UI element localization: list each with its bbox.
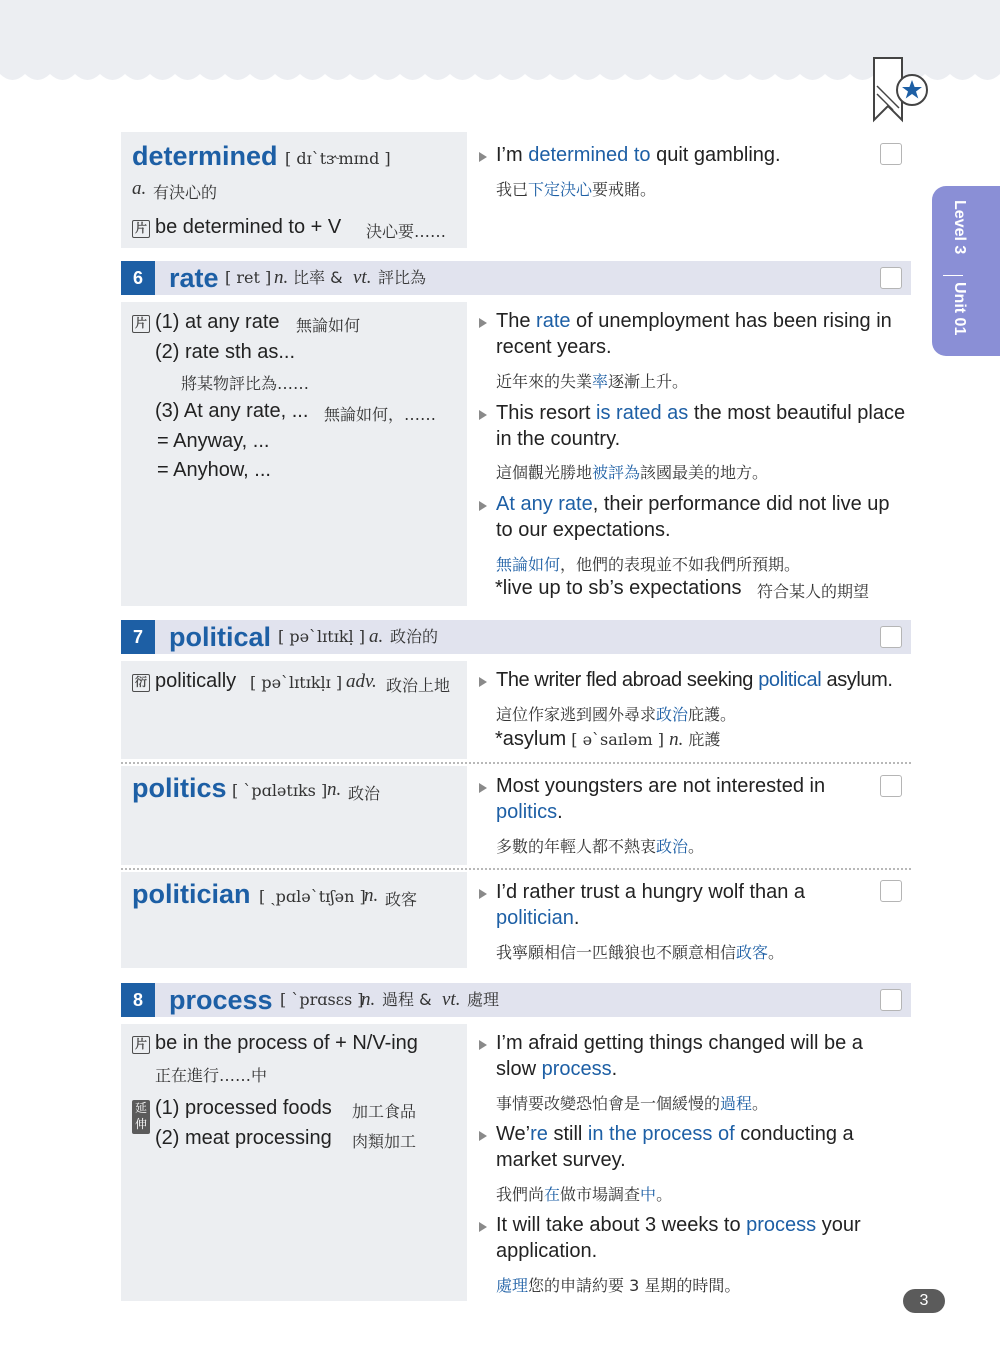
process-ex2-line1: We’re still in the process of conducting a [496,1123,854,1145]
entry-bar-political [121,620,911,654]
bullet-triangle-icon [479,783,487,793]
phrase-determined: be determined to + V [155,216,342,238]
politician-ex-zh: 我寧願相信一匹餓狼也不願意相信政客。 [496,943,785,962]
deriv-politically: politically [155,670,237,692]
bullet-triangle-icon [479,677,487,687]
politics-ex-line2: politics. [496,801,563,823]
entry-number: 6 [121,261,155,295]
politician-ex-line1: I’d rather trust a hungry wolf than a [496,881,806,903]
rate-phrase-2: (2) rate sth as... [155,341,296,363]
political-ex-en: The writer fled abroad seeking political asylum. [496,669,893,691]
pos-determined: a. [132,178,147,199]
pos-process: n. [361,989,376,1010]
headword-politician: politician [132,879,251,909]
page-number: 3 [903,1289,945,1313]
checkbox-politics[interactable] [880,775,902,797]
pron-politics: [ ˋpɑlətɪks ] [232,781,328,800]
checkbox-political[interactable] [880,626,902,648]
rate-phrase-1: (1) at any rate [155,311,280,333]
meaning-rate-1: 比率 & [293,268,343,287]
pos-politician: n. [364,885,379,906]
rate-ex2-line2: in the country. [496,428,621,450]
bookmark-star-icon [866,56,932,124]
bullet-triangle-icon [479,152,487,162]
rate-ex3-note-meaning: 符合某人的期望 [757,582,870,601]
dotted-divider [121,868,911,870]
meaning-process-1: 過程 & [382,990,432,1009]
pron-politician: [ ˏpɑləˋtɪʃən ] [259,887,366,906]
process-ex3-zh: 處理您的申請約要 3 星期的時間。 [496,1276,741,1295]
checkbox-process[interactable] [880,989,902,1011]
rate-ex3-line1: At any rate, their performance did not live up [496,493,890,515]
pos2-rate: vt. [353,267,372,288]
checkbox-determined[interactable] [880,143,902,165]
process-ext-2-meaning: 肉類加工 [352,1132,417,1151]
phrase-tag: 片 [132,1036,150,1054]
bullet-triangle-icon [479,1222,487,1232]
rate-phrase-1-meaning: 無論如何 [296,316,361,335]
rate-ex1-line2: recent years. [496,336,612,358]
rate-phrase-3-alt1: = Anyway, ... [157,430,270,452]
political-ex-zh: 這位作家逃到國外尋求政治庇護。 [496,705,737,724]
meaning-rate-2: 評比為 [378,268,427,287]
politics-ex-line1: Most youngsters are not interested in [496,775,826,797]
bullet-triangle-icon [479,318,487,328]
rate-phrase-3-meaning: 無論如何，…… [324,405,437,424]
scallop-edge [0,62,1000,82]
headword-determined: determined [132,141,278,171]
unit-side-tab [932,186,1000,356]
political-ex-note: *asylum [ əˋsaɪləm ] n. 庇護 [495,728,721,750]
pos-politically: adv. [346,671,377,692]
process-ex3-line2: application. [496,1240,598,1262]
meaning-politically: 政治上地 [386,676,451,695]
dotted-divider [121,762,911,764]
pron-determined: [ dɪˋtɝmɪnd ] [285,149,391,168]
bullet-triangle-icon [479,889,487,899]
checkbox-rate[interactable] [880,267,902,289]
process-ext-2: (2) meat processing [155,1127,332,1149]
headword-process: process [169,985,273,1015]
rate-ex1-zh: 近年來的失業率逐漸上升。 [496,372,689,391]
process-phrase-meaning: 正在進行……中 [155,1066,268,1085]
process-ex1-line2: slow process. [496,1058,618,1080]
pron-political: [ pəˋlɪtɪkḷ ] [278,627,365,646]
entry-number: 7 [121,620,155,654]
example-determined-zh: 我已下定決心要戒賭。 [496,180,657,199]
bullet-triangle-icon [479,410,487,420]
rate-ex3-note: *live up to sb’s expectations [495,577,742,599]
entry-bar-rate [121,261,911,295]
top-decorative-band [0,0,1000,82]
pron-politically: [ pəˋlɪtɪkḷɪ ] [250,673,343,692]
headword-political: political [169,622,272,652]
politician-ex-line2: politician. [496,907,580,929]
pos2-process: vt. [442,989,461,1010]
rate-phrase-3-alt2: = Anyhow, ... [157,459,271,481]
bullet-triangle-icon [479,1040,487,1050]
process-ex1-zh: 事情要改變恐怕會是一個緩慢的過程。 [496,1094,769,1113]
checkbox-politician[interactable] [880,880,902,902]
level-label: Level 3 [951,200,968,255]
pron-process: [ ˋprɑsɛs ] [280,990,364,1009]
process-ex2-zh: 我們尚在做市場調查中。 [496,1185,673,1204]
rate-phrase-3: (3) At any rate, ... [155,400,309,422]
extension-tag: 延伸 [132,1100,150,1134]
phrase-tag: 片 [132,315,150,333]
process-ex2-line2: market survey. [496,1149,626,1171]
derivative-tag: 衍 [132,674,150,692]
process-ext-1: (1) processed foods [155,1097,332,1119]
meaning-determined: 有決心的 [153,183,218,202]
rate-ex3-line2: to our expectations. [496,519,671,541]
phrase-tag: 片 [132,220,150,238]
meaning-politics: 政治 [348,784,381,803]
unit-label: Unit 01 [951,282,968,336]
politics-ex-zh: 多數的年輕人都不熱衷政治。 [496,837,705,856]
rate-ex2-line1: This resort is rated as the most beautiful place [496,402,906,424]
entry-number: 8 [121,983,155,1017]
rate-phrase-2-meaning: 將某物評比為…… [181,374,310,393]
headword-politics: politics [132,773,227,803]
headword-rate: rate [169,263,219,293]
example-determined-en: I’m determined to quit gambling. [496,144,781,166]
side-tab-divider [943,275,963,276]
meaning-politician: 政客 [385,890,418,909]
pos-politics: n. [327,779,342,800]
process-phrase: be in the process of + N/V-ing [155,1032,418,1054]
entry-bar-process [121,983,911,1017]
pos-rate: n. [274,267,289,288]
process-ex3-line1: It will take about 3 weeks to process your [496,1214,861,1236]
phrase-meaning-determined: 決心要…… [366,222,447,241]
process-ext-1-meaning: 加工食品 [352,1102,417,1121]
pron-rate: [ ret ] [225,268,272,287]
pos-political: a. [369,626,384,647]
process-ex1-line1: I’m afraid getting things changed will be a [496,1032,863,1054]
meaning-political: 政治的 [390,627,439,646]
meaning-process-2: 處理 [467,990,500,1009]
rate-ex1-line1: The rate of unemployment has been rising in [496,310,892,332]
bullet-triangle-icon [479,1131,487,1141]
rate-ex2-zh: 這個觀光勝地被評為該國最美的地方。 [496,463,769,482]
rate-ex3-zh: 無論如何，他們的表現並不如我們所預期。 [496,555,801,574]
bullet-triangle-icon [479,501,487,511]
